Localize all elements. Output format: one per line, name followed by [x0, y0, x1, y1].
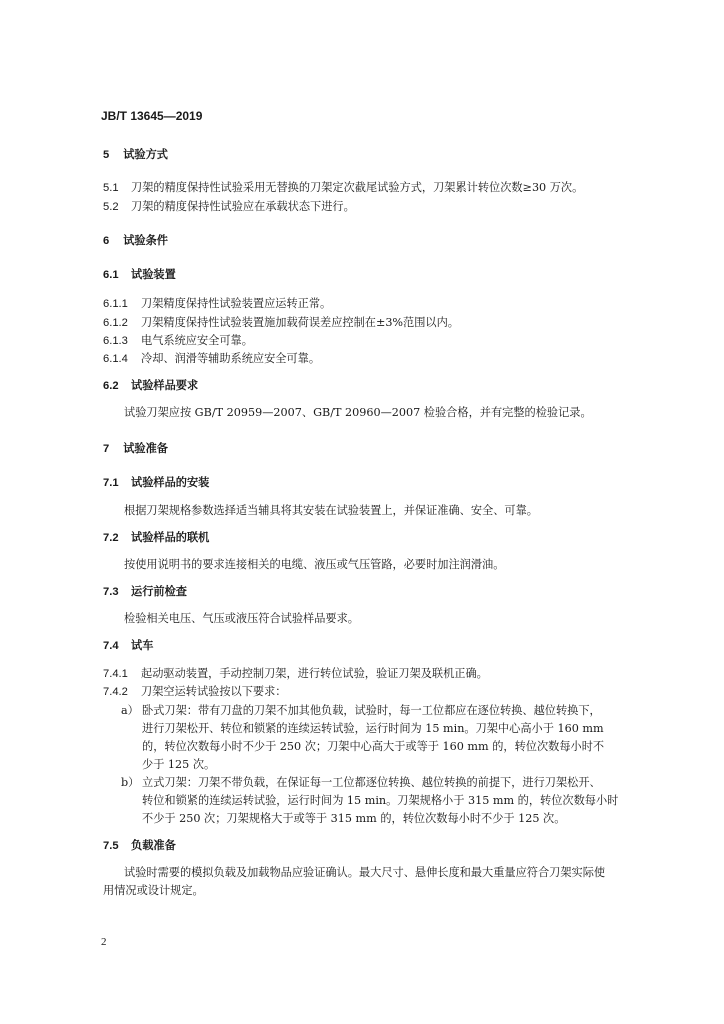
list-item-b-line-2: 转位和锁紧的连续运转试验，运行时间为 15 min。刀架规格小于 315 mm 的，转位次数每小时 [142, 794, 619, 807]
section-title: 试验方式 [123, 148, 168, 161]
subsection-title: 试车 [131, 639, 154, 652]
subsection-number: 6.1 [103, 269, 119, 281]
subsection-number: 6.2 [103, 380, 119, 392]
subsection-title: 试验装置 [131, 268, 176, 281]
section-title: 试验准备 [123, 442, 168, 455]
subsection-title: 负载准备 [131, 839, 176, 852]
subsection-6-1-heading [103, 267, 176, 283]
subsection-7-5-heading [103, 838, 176, 854]
clause-text: 刀架的精度保持性试验采用无替换的刀架定次截尾试验方式，刀架累计转位次数≥30 万次。 [131, 181, 584, 194]
list-item-b-line-1: 立式刀架：刀架不带负载，在保证每一工位都逐位转换、越位转换的前提下，进行刀架松开、 [142, 776, 601, 789]
subsection-7-3-heading [103, 584, 187, 600]
subsection-7-2-heading [103, 530, 209, 546]
list-item-b-label: b） [121, 776, 140, 789]
section-number: 6 [103, 235, 110, 247]
page-number: 2 [101, 936, 107, 948]
clause-number: 6.1.2 [103, 317, 128, 329]
subsection-title: 试验样品的安装 [131, 476, 210, 489]
clause-text: 冷却、润滑等辅助系统应安全可靠。 [141, 352, 321, 365]
clause-number: 6.1.1 [103, 298, 128, 310]
clause-6-1-1 [103, 296, 331, 312]
list-item-a-line-4: 少于 125 次。 [142, 758, 216, 771]
clause-5-1 [103, 180, 583, 196]
section-7-heading [103, 441, 168, 457]
subsection-number: 7.2 [103, 532, 119, 544]
section-title: 试验条件 [123, 234, 168, 247]
clause-6-1-3 [103, 333, 253, 349]
clause-text: 刀架的精度保持性试验应在承载状态下进行。 [131, 200, 355, 213]
subsection-number: 7.3 [103, 586, 119, 598]
clause-text: 起动驱动装置，手动控制刀架，进行转位试验，验证刀架及联机正确。 [141, 667, 488, 680]
clause-number: 5.1 [103, 182, 119, 194]
clause-number: 5.2 [103, 201, 119, 213]
clause-text: 刀架精度保持性试验装置施加载荷误差应控制在±3%范围以内。 [141, 316, 459, 329]
section-6-heading [103, 233, 168, 249]
clause-text: 刀架空运转试验按以下要求： [141, 685, 287, 698]
section-number: 5 [103, 149, 110, 161]
subsection-6-2-body: 试验刀架应按 GB/T 20959—2007、GB/T 20960—2007 检验合格，并有完整的检验记录。 [124, 406, 592, 419]
clause-text: 电气系统应安全可靠。 [141, 334, 253, 347]
list-item-a-line-2: 进行刀架松开、转位和锁紧的连续运转试验，运行时间为 15 min。刀架中心高小于 160 mm [142, 722, 604, 735]
clause-number: 6.1.3 [103, 335, 128, 347]
clause-7-4-1 [103, 666, 488, 682]
clause-number: 6.1.4 [103, 353, 128, 365]
clause-5-2 [103, 199, 355, 215]
subsection-number: 7.5 [103, 840, 119, 852]
subsection-title: 运行前检查 [131, 585, 187, 598]
list-item-a-line-1: 卧式刀架：带有刀盘的刀架不加其他负载，试验时，每一工位都应在逐位转换、越位转换下， [142, 704, 601, 717]
subsection-7-5-body-line-1: 试验时需要的模拟负载及加载物品应验证确认。最大尺寸、悬伸长度和最大重量应符合刀架实际使 [124, 866, 606, 879]
section-5-heading [103, 147, 168, 163]
standard-number: JB/T 13645—2019 [101, 109, 203, 123]
clause-7-4-2 [103, 684, 286, 700]
list-item-b-line-3: 不少于 250 次；刀架规格大于或等于 315 mm 的，转位次数每小时不少于 125 次。 [142, 812, 566, 825]
list-item-a-label: a） [121, 704, 139, 717]
list-item-a-line-3: 的，转位次数每小时不少于 250 次；刀架中心高大于或等于 160 mm 的，转位次数每小时不 [142, 740, 605, 753]
subsection-7-1-heading [103, 475, 209, 491]
subsection-7-3-body: 检验相关电压、气压或液压符合试验样品要求。 [124, 612, 359, 625]
clause-6-1-2 [103, 315, 459, 331]
subsection-7-1-body: 根据刀架规格参数选择适当辅具将其安装在试验装置上，并保证准确、安全、可靠。 [124, 504, 538, 517]
clause-number: 7.4.2 [103, 686, 128, 698]
clause-6-1-4 [103, 351, 320, 367]
subsection-title: 试验样品的联机 [131, 531, 210, 544]
subsection-number: 7.1 [103, 477, 119, 489]
subsection-7-2-body: 按使用说明书的要求连接相关的电缆、液压或气压管路，必要时加注润滑油。 [124, 558, 505, 571]
subsection-7-5-body-line-2: 用情况或设计规定。 [103, 884, 204, 897]
clause-text: 刀架精度保持性试验装置应运转正常。 [141, 297, 332, 310]
subsection-6-2-heading [103, 378, 198, 394]
section-number: 7 [103, 443, 110, 455]
clause-number: 7.4.1 [103, 668, 128, 680]
subsection-title: 试验样品要求 [131, 379, 199, 392]
subsection-7-4-heading [103, 638, 153, 654]
subsection-number: 7.4 [103, 640, 119, 652]
